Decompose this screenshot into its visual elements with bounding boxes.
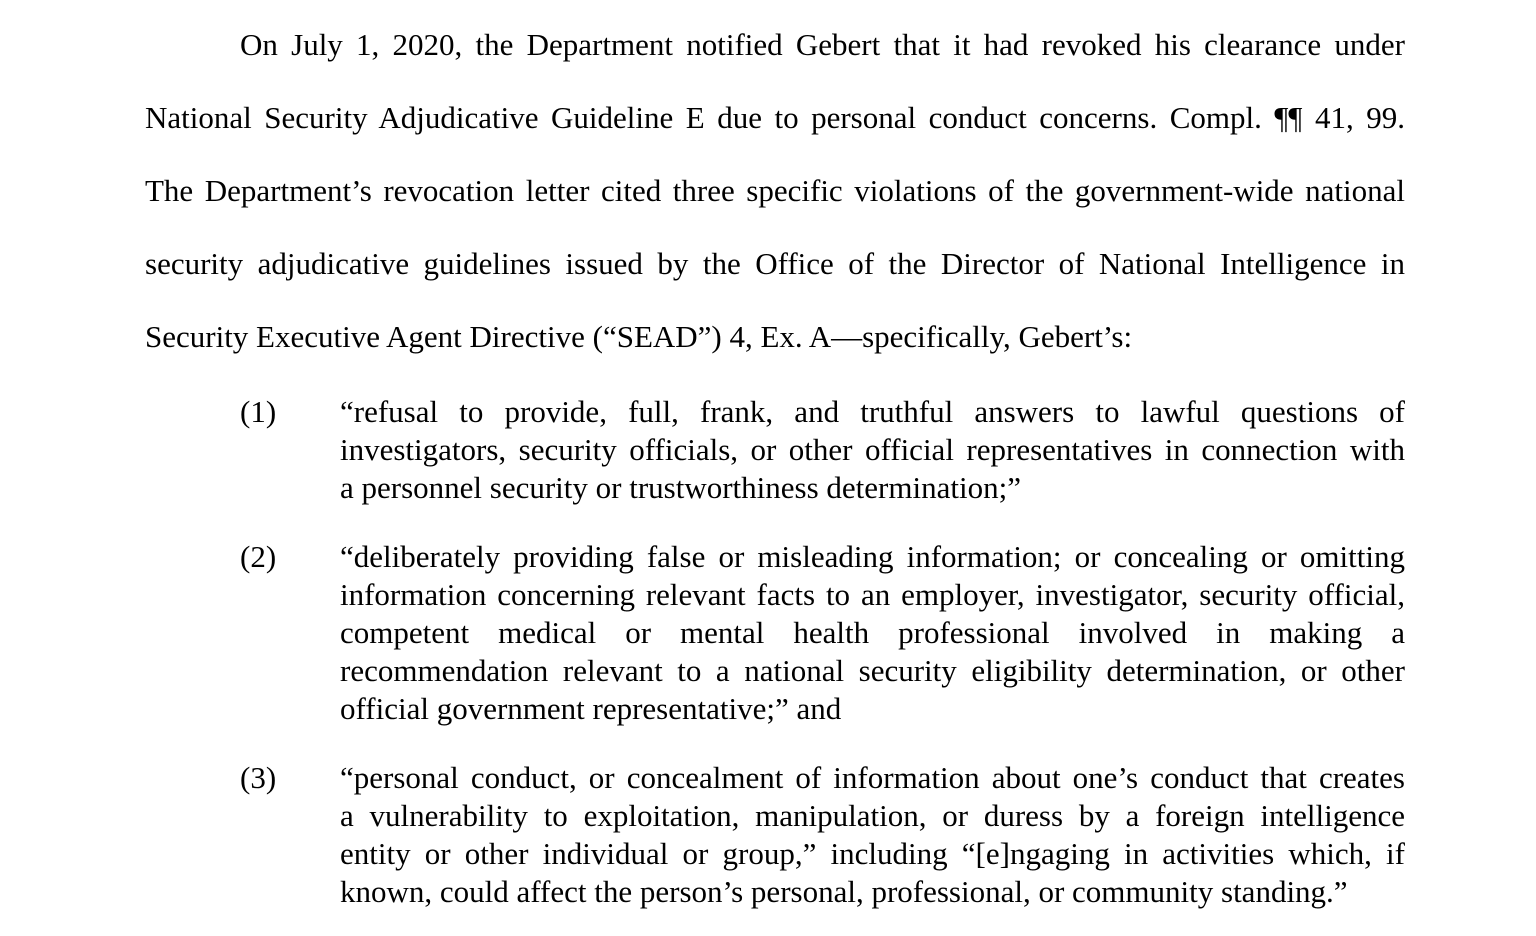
list-item-line: recommendation relevant to a national security eligibility determination, or other: [340, 653, 1405, 688]
paragraph-line: The Department’s revocation letter cited three specific violations of the government-wide national: [145, 173, 1405, 208]
main-paragraph: [145, 8, 1405, 373]
list-item-line: known, could affect the person’s personal, professional, or community standing.”: [340, 874, 1348, 909]
list-item-number: (1): [240, 394, 277, 429]
list-item-1: [145, 393, 1405, 507]
list-item-line: competent medical or mental health professional involved in making a: [340, 615, 1405, 650]
numbered-violations-list: [145, 393, 1405, 911]
list-item-line: entity or other individual or group,” including “[e]ngaging in activities which, if: [340, 836, 1405, 871]
list-item-line: “refusal to provide, full, frank, and truthful answers to lawful questions of: [340, 394, 1405, 429]
list-item-line: official government representative;” and: [340, 691, 842, 726]
list-item-2: [145, 538, 1405, 728]
list-item-number: (2): [240, 539, 277, 574]
list-item-line: “deliberately providing false or misleading information; or concealing or omitting: [340, 539, 1405, 574]
paragraph-line: National Security Adjudicative Guideline E due to personal conduct concerns. Compl. ¶¶ 41, 99.: [145, 100, 1405, 135]
list-item-line: a vulnerability to exploitation, manipulation, or duress by a foreign intelligence: [340, 798, 1405, 833]
list-item-line: information concerning relevant facts to an employer, investigator, security official,: [340, 577, 1405, 612]
list-item-line: “personal conduct, or concealment of information about one’s conduct that creates: [340, 760, 1405, 795]
paragraph-line: Security Executive Agent Directive (“SEAD”) 4, Ex. A—specifically, Gebert’s:: [145, 319, 1133, 354]
paragraph-line: security adjudicative guidelines issued by the Office of the Director of National Intelligence in: [145, 246, 1405, 281]
list-item-3: [145, 759, 1405, 911]
list-item-line: a personnel security or trustworthiness determination;”: [340, 470, 1021, 505]
paragraph-line: On July 1, 2020, the Department notified Gebert that it had revoked his clearance under: [240, 27, 1405, 62]
list-item-number: (3): [240, 760, 277, 795]
list-item-line: investigators, security officials, or other official representatives in connection with: [340, 432, 1405, 467]
